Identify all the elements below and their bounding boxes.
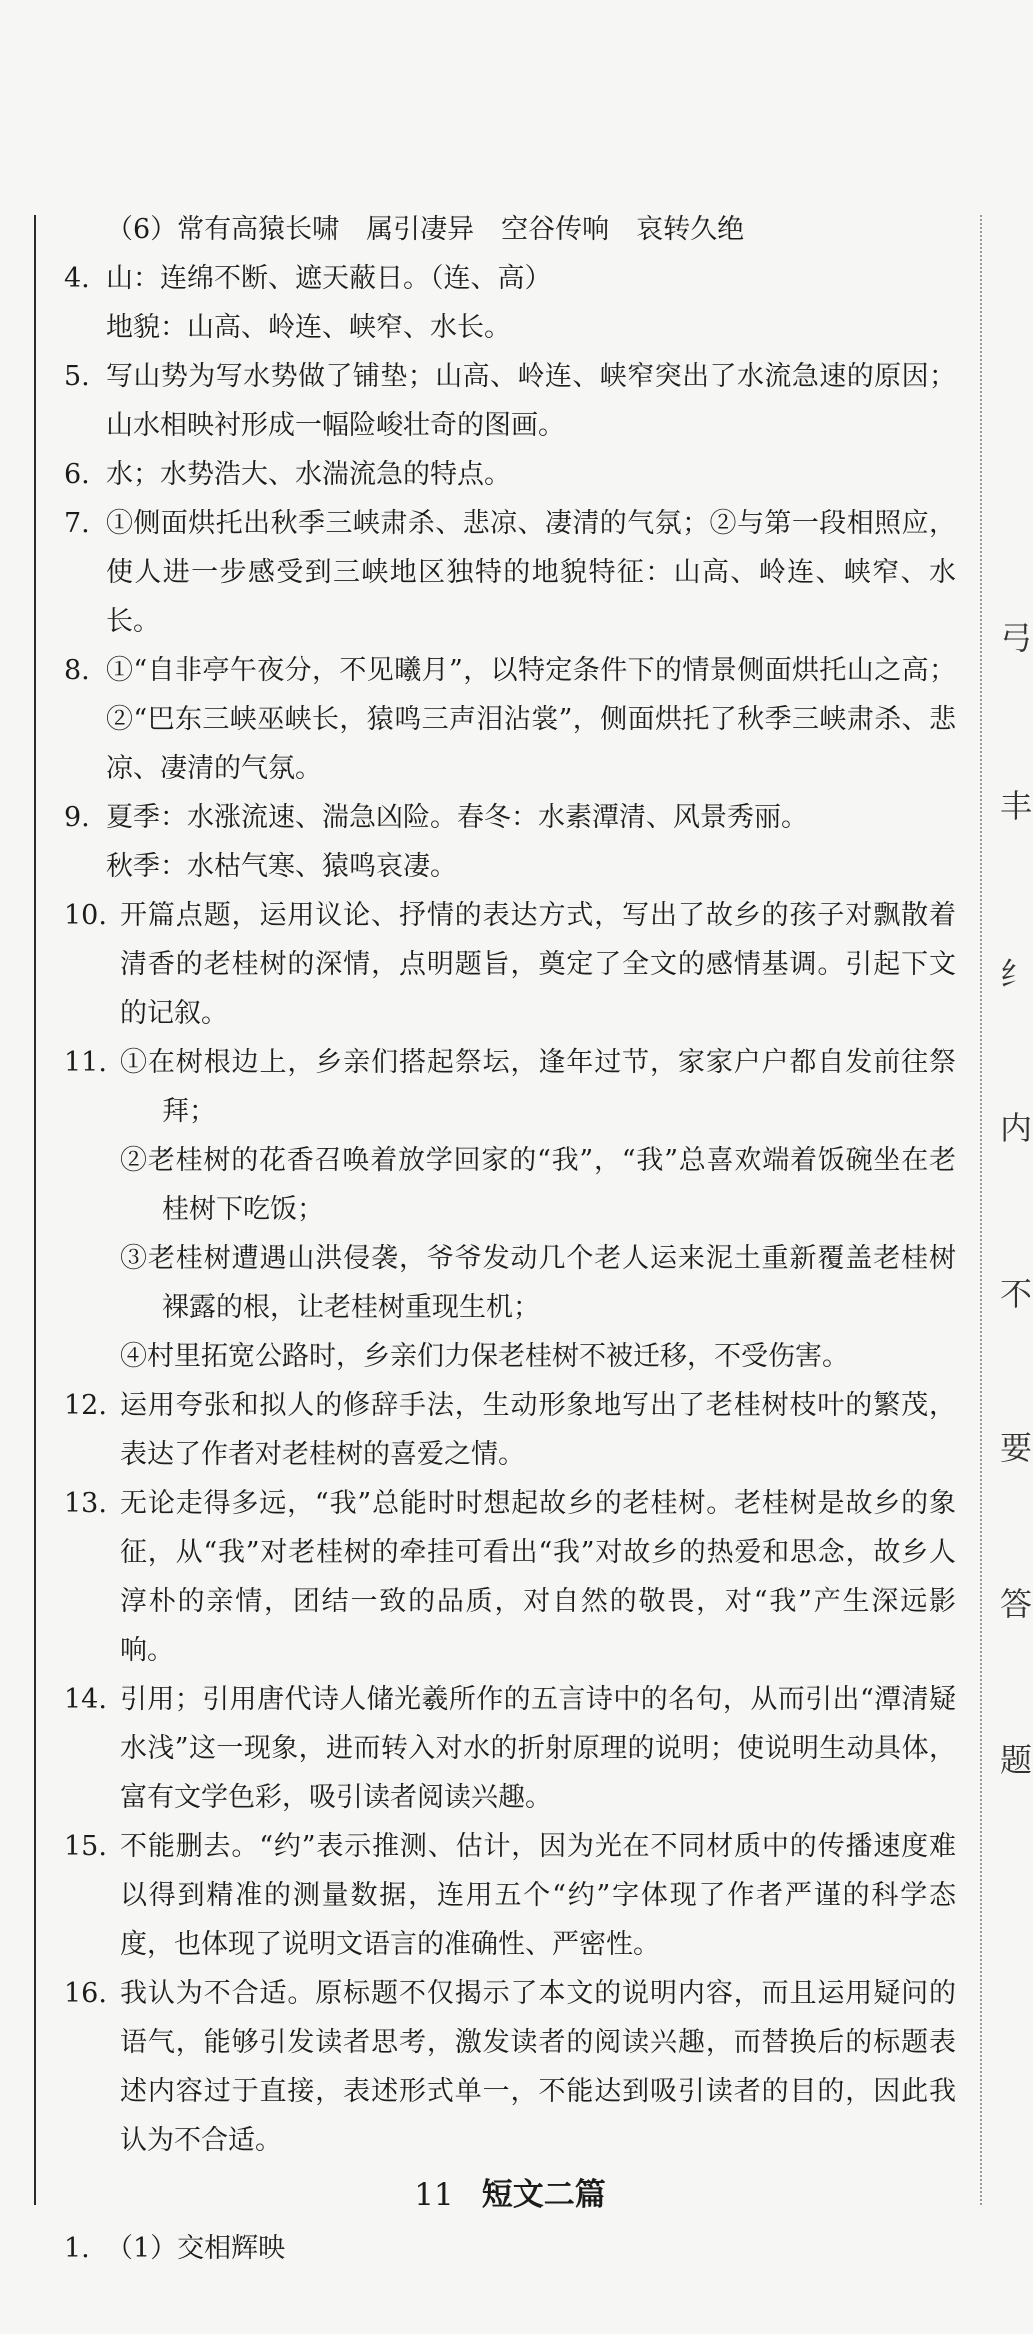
answer-item-4 bbox=[64, 254, 956, 352]
binding-margin-char: 题 bbox=[1000, 1744, 1033, 1776]
binding-dotted-line bbox=[980, 215, 982, 2205]
answer-text: （1）交相辉映 bbox=[106, 2233, 286, 2264]
item-number: 9. bbox=[64, 802, 90, 833]
answer-item-9 bbox=[64, 793, 956, 891]
answer-item-6 bbox=[64, 450, 956, 499]
item-number: 13. bbox=[64, 1488, 107, 1519]
answer-text: ②老桂树的花香召唤着放学回家的“我”，“我”总喜欢端着饭碗坐在老桂树下吃饭； bbox=[120, 1145, 956, 1225]
answer-item-16 bbox=[64, 1969, 956, 2165]
binding-margin-char: 弓 bbox=[1000, 622, 1033, 654]
answer-item-15 bbox=[64, 1822, 956, 1969]
item-number: 12. bbox=[64, 1390, 107, 1421]
binding-margin-char: 要 bbox=[1000, 1432, 1033, 1464]
answer-item-8 bbox=[64, 646, 956, 793]
left-margin-rule bbox=[34, 215, 36, 2205]
answer-item-5 bbox=[64, 352, 956, 450]
answer-text: 山：连绵不断、遮天蔽日。（连、高） bbox=[106, 263, 552, 294]
answer-text: 引用；引用唐代诗人储光羲所作的五言诗中的名句，从而引出“潭清疑水浅”这一现象，进而转入对水的折射原理的说明；使说明生动具体，富有文学色彩，吸引读者阅读兴趣。 bbox=[120, 1684, 956, 1813]
item-number: 10. bbox=[64, 900, 107, 931]
answer-text: ①在树根边上，乡亲们搭起祭坛，逢年过节，家家户户都自发前往祭拜； bbox=[120, 1047, 956, 1127]
item-number: 16. bbox=[64, 1978, 107, 2009]
answer-text: 地貌：山高、岭连、峡窄、水长。 bbox=[106, 312, 511, 343]
binding-margin-char: 答 bbox=[1000, 1588, 1033, 1620]
item-number: 14. bbox=[64, 1684, 107, 1715]
item-number: 4. bbox=[64, 263, 90, 294]
answer-text: ④村里拓宽公路时，乡亲们力保老桂树不被迁移，不受伤害。 bbox=[120, 1341, 849, 1372]
answer-text: 写山势为写水势做了铺垫；山高、岭连、峡窄突出了水流急速的原因；山水相映衬形成一幅险峻壮奇的图画。 bbox=[106, 361, 956, 441]
answer-text: （6）常有高猿长啸 属引凄异 空谷传响 哀转久绝 bbox=[106, 214, 745, 245]
answer-content bbox=[64, 205, 956, 2273]
binding-margin-char: 不 bbox=[1000, 1278, 1033, 1310]
answer-text: 秋季：水枯气寒、猿鸣哀凄。 bbox=[106, 851, 457, 882]
item-number: 15. bbox=[64, 1831, 107, 1862]
item-number: 11. bbox=[64, 1047, 107, 1078]
item-number: 1. bbox=[64, 2233, 90, 2264]
item-number: 5. bbox=[64, 361, 90, 392]
section-title: 短文二篇 bbox=[481, 2177, 606, 2213]
answer-item-13 bbox=[64, 1479, 956, 1675]
answer-item-12 bbox=[64, 1381, 956, 1479]
answer-text: 不能删去。“约”表示推测、估计，因为光在不同材质中的传播速度难以得到精准的测量数据，连用五个“约”字体现了作者严谨的科学态度，也体现了说明文语言的准确性、严密性。 bbox=[120, 1831, 956, 1960]
binding-margin-char: 丰 bbox=[1000, 790, 1033, 822]
answer-text: ①侧面烘托出秋季三峡肃杀、悲凉、凄清的气氛；②与第一段相照应，使人进一步感受到三峡地区独特的地貌特征：山高、岭连、峡窄、水长。 bbox=[106, 508, 956, 637]
binding-margin-char: 纟 bbox=[1000, 958, 1033, 990]
answer-text: 无论走得多远，“我”总能时时想起故乡的老桂树。老桂树是故乡的象征，从“我”对老桂树的牵挂可看出“我”对故乡的热爱和思念，故乡人淳朴的亲情，团结一致的品质，对自然的敬畏，对“我”产生深远影响。 bbox=[120, 1488, 956, 1666]
section-number: 11 bbox=[414, 2177, 454, 2213]
answer-text: 我认为不合适。原标题不仅揭示了本文的说明内容，而且运用疑问的语气，能够引发读者思考，激发读者的阅读兴趣，而替换后的标题表述内容过于直接，表述形式单一，不能达到吸引读者的目的，因此我认为不合适。 bbox=[120, 1978, 956, 2156]
answer-item-10 bbox=[64, 891, 956, 1038]
answer-text: 水；水势浩大、水湍流急的特点。 bbox=[106, 459, 511, 490]
binding-margin-char: 内 bbox=[1000, 1112, 1033, 1144]
answer-line bbox=[64, 205, 956, 254]
answer-text: 开篇点题，运用议论、抒情的表达方式，写出了故乡的孩子对飘散着清香的老桂树的深情，点明题旨，奠定了全文的感情基调。引起下文的记叙。 bbox=[120, 900, 956, 1029]
answer-item-14 bbox=[64, 1675, 956, 1822]
item-number: 8. bbox=[64, 655, 90, 686]
answer-text: ①“自非亭午夜分，不见曦月”，以特定条件下的情景侧面烘托山之高；②“巴东三峡巫峡长，猿鸣三声泪沾裳”，侧面烘托了秋季三峡肃杀、悲凉、凄清的气氛。 bbox=[106, 655, 956, 784]
answer-item-next-1 bbox=[64, 2224, 956, 2273]
answer-text: 夏季：水涨流速、湍急凶险。春冬：水素潭清、风景秀丽。 bbox=[106, 802, 808, 833]
answer-text: 运用夸张和拟人的修辞手法，生动形象地写出了老桂树枝叶的繁茂，表达了作者对老桂树的喜爱之情。 bbox=[120, 1390, 956, 1470]
answer-item-11 bbox=[64, 1038, 956, 1381]
answer-text: ③老桂树遭遇山洪侵袭，爷爷发动几个老人运来泥土重新覆盖老桂树裸露的根，让老桂树重现生机； bbox=[120, 1243, 956, 1323]
answer-item-7 bbox=[64, 499, 956, 646]
item-number: 6. bbox=[64, 459, 90, 490]
section-heading bbox=[64, 2171, 956, 2220]
item-number: 7. bbox=[64, 508, 90, 539]
